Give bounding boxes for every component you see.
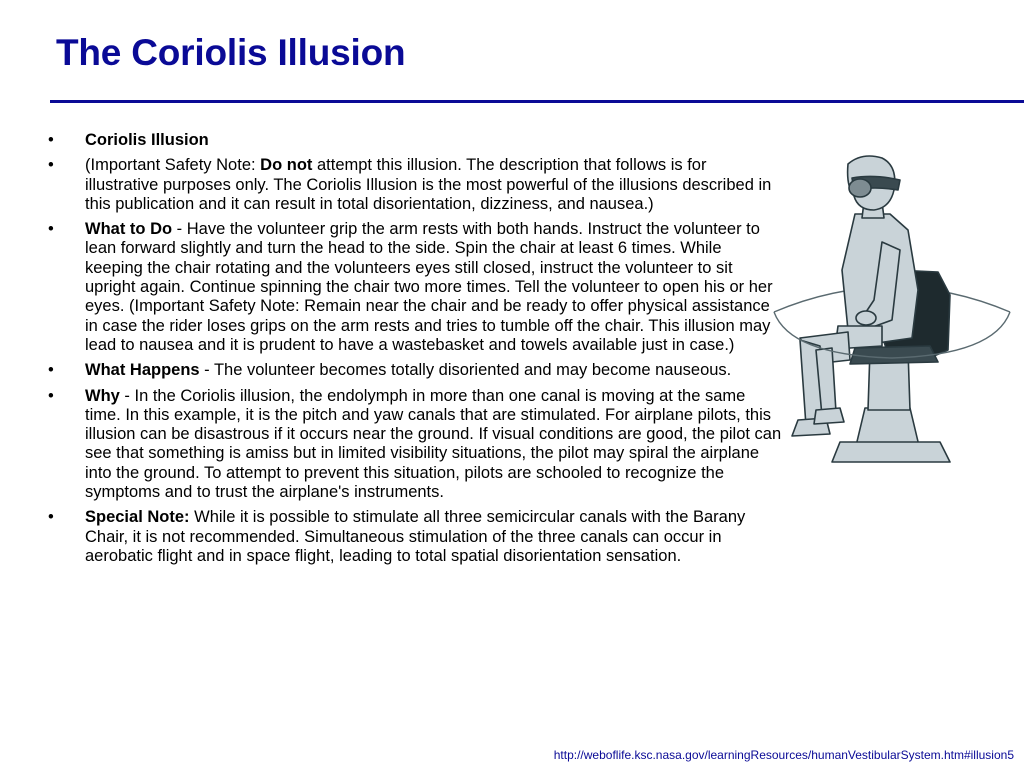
bullet-item <box>48 131 783 150</box>
bullet-item <box>48 361 783 380</box>
bullet-item <box>48 387 783 503</box>
bullet-heading: Why <box>85 386 120 405</box>
bullet-heading: What Happens <box>85 361 200 380</box>
bullet-item <box>48 156 783 214</box>
bullet-prefix: (Important Safety Note: <box>85 156 261 175</box>
source-url: http://weboflife.ksc.nasa.gov/learningResources/humanVestibularSystem.htm#illusion5 <box>553 748 1014 762</box>
bullet-text: While it is possible to stimulate all three semicircular canals with the Barany Chair, it is not recommended. Simultaneous stimulation of the three canals can occur in aerobatic flight and in space flight, leading to total spatial disorientation sensation. <box>85 508 746 565</box>
bullet-text: attempt this illusion. The description that follows is for illustrative purposes only. The Coriolis Illusion is the most powerful of the illusions described in this publication and it can result in total disorientation, dizziness, and nausea.) <box>85 156 772 213</box>
bullet-text: - The volunteer becomes totally disoriented and may become nauseous. <box>199 361 732 380</box>
bullet-emphasis: Do not <box>260 156 313 175</box>
bullet-text: - In the Coriolis illusion, the endolymph in more than one canal is moving at the same time. In this example, it is the pitch and yaw canals that are stimulated. For airplane pilots, this illusion can be disastrous if it occurs near the ground. If visual conditions are good, the pilot can see that something is amiss but in limited visibility situations, the pilot may spiral the airplane into the ground. To attempt to prevent this situation, pilots are schooled to recognize the symptoms and to trust the airplane's instruments. <box>85 386 782 502</box>
bullet-heading: Coriolis Illusion <box>85 131 209 149</box>
rotating-chair-person-illustration <box>770 150 1015 468</box>
bullet-list <box>48 131 783 572</box>
bullet-item <box>48 220 783 355</box>
title-divider <box>50 100 1024 103</box>
bullet-item <box>48 508 783 566</box>
bullet-heading: What to Do <box>85 220 173 239</box>
slide-title: The Coriolis Illusion <box>56 32 406 73</box>
bullet-heading: Special Note: <box>85 508 190 527</box>
bullet-text: - Have the volunteer grip the arm rests with both hands. Instruct the volunteer to lean forward slightly and turn the head to the side. Spin the chair at least 6 times. While keeping the chair rotating and the volunteers eyes still closed, instruct the volunteer to sit upright again. Continue spinning the chair two more times. Tell the volunteer to open his or her eyes. (Important Safety Note: Remain near the chair and be ready to offer physical assistance in case the rider loses grips on the arm rests and tries to tumble off the chair. This illusion may lead to nausea and it is prudent to have a wastebasket and towels available just in case.) <box>85 220 773 354</box>
